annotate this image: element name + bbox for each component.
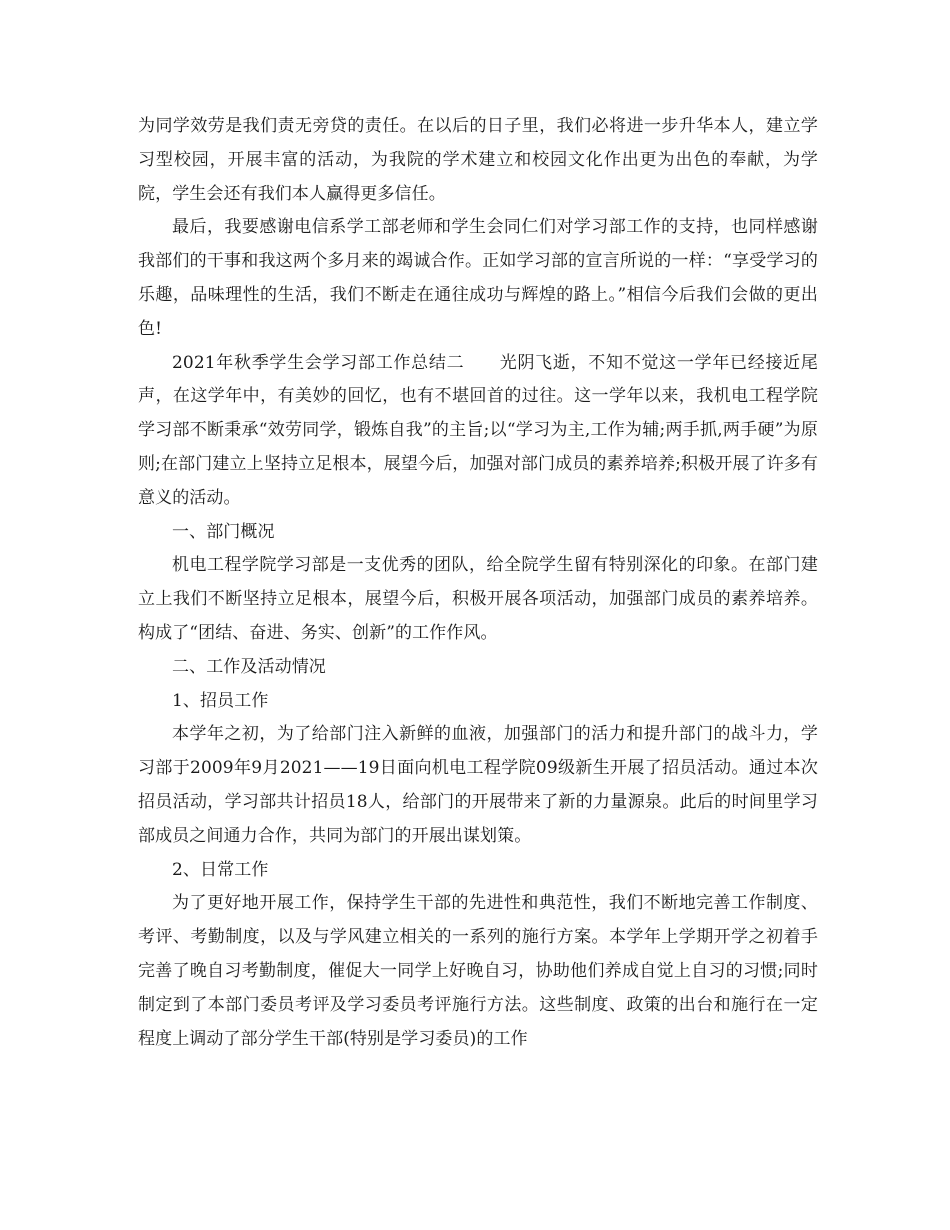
paragraph-overview: 机电工程学院学习部是一支优秀的团队，给全院学生留有特别深化的印象。在部门建立上我们不断坚持立足根本，展望今后，积极开展各项活动，加强部门成员的素养培养。构成了“团结、奋进、务实、创新”的工作作风。: [138, 555, 818, 643]
subheading-recruitment: 1、招员工作: [172, 690, 269, 711]
paragraph-daily-work: 为了更好地开展工作，保持学生干部的先进性和典范性，我们不断地完善工作制度、考评、考勤制度，以及与学风建立相关的一系列的施行方案。本学年上学期开学之初着手完善了晚自习考勤制度，催促大一同学上好晚自习，协助他们养成自觉上自习的习惯;同时制定到了本部门委员考评及学习委员考评施行方法。这些制度、政策的出台和施行在一定程度上调动了部分学生干部(特别是学习委员)的工作: [138, 893, 818, 1049]
document-body: [138, 110, 818, 1056]
paragraph-thanks: 最后，我要感谢电信系学工部老师和学生会同仁们对学习部工作的支持，也同样感谢我部们的干事和我这两个多月来的竭诚合作。正如学习部的宣言所说的一样：“享受学习的乐趣，品味理性的生活，我们不断走在通往成功与辉煌的路上。”相信今后我们会做的更出色!: [138, 217, 818, 339]
paragraph-continuation: 为同学效劳是我们责无旁贷的责任。在以后的日子里，我们必将进一步升华本人，建立学习型校园，开展丰富的活动，为我院的学术建立和校园文化作出更为出色的奉献，为学院，学生会还有我们本人赢得更多信任。: [138, 116, 818, 204]
paragraph-recruitment: 本学年之初，为了给部门注入新鲜的血液，加强部门的活力和提升部门的战斗力，学习部于2009年9月2021——19日面向机电工程学院09级新生开展了招员活动。通过本次招员活动，学习部共计招员18人，给部门的开展带来了新的力量源泉。此后的时间里学习部成员之间通力合作，共同为部门的开展出谋划策。: [138, 724, 818, 846]
subheading-daily-work: 2、日常工作: [172, 859, 269, 880]
paragraph-summary-two-intro: 2021年秋季学生会学习部工作总结二 光阴飞逝，不知不觉这一学年已经接近尾声，在这学年中，有美妙的回忆，也有不堪回首的过往。这一学年以来，我机电工程学院学习部不断秉承“效劳同学，锻炼自我”的主旨;以“学习为主,工作为辅;两手抓,两手硬”为原则;在部门建立上坚持立足根本，展望今后，加强对部门成员的素养培养;积极开展了许多有意义的活动。: [138, 352, 818, 508]
section-heading-activities: 二、工作及活动情况: [172, 656, 326, 677]
section-heading-overview: 一、部门概况: [172, 521, 275, 542]
